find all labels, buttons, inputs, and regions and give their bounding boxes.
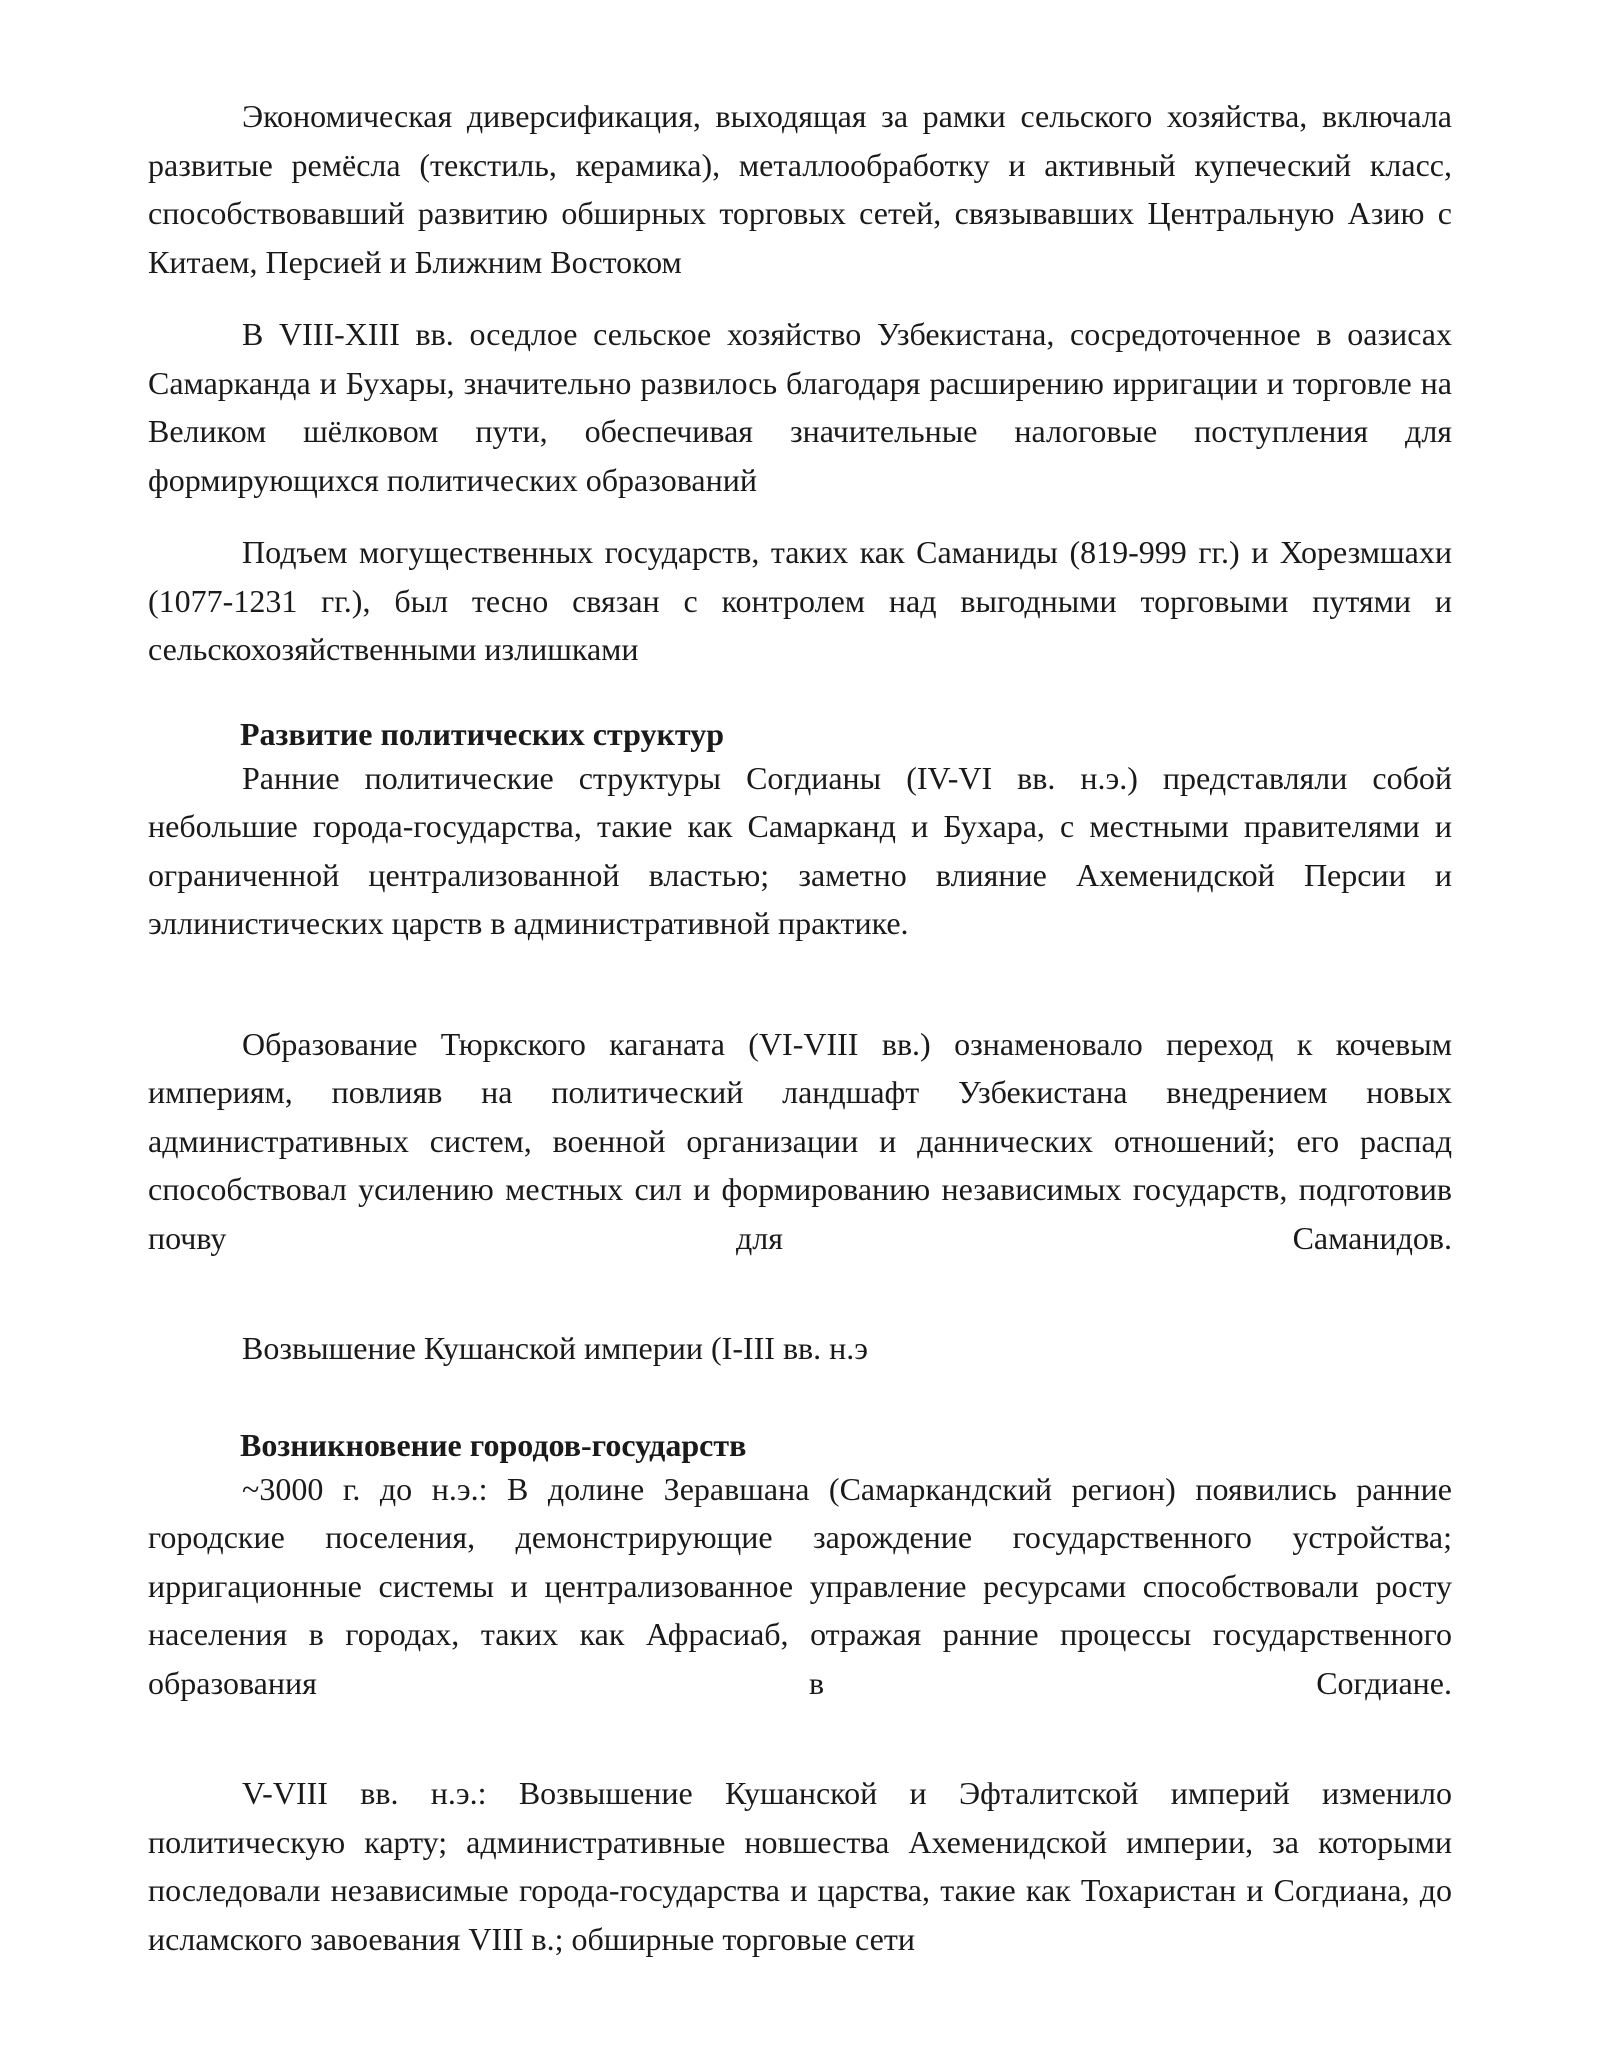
section-heading-political-structures: Развитие политических структур bbox=[240, 715, 724, 752]
paragraph-sogdiana-structures: Ранние политические структуры Согдианы (IV-VI вв. н.э.) представляли собой небольшие города-государства, такие как Самарканд и Бухара, с местными правителями и ограниченной централизованной властью; заметно влияние Ахеменидской Персии и эллинистических царств в административной практике. bbox=[148, 759, 1452, 941]
paragraph-kushan-empire: Возвышение Кушанской империи (I-III вв. н.э bbox=[242, 1330, 869, 1366]
section-heading-city-states: Возникновение городов-государств bbox=[240, 1426, 747, 1463]
paragraph-agriculture-8-13-centuries: В VIII-XIII вв. оседлое сельское хозяйство Узбекистана, сосредоточенное в оазисах Самарканда и Бухары, значительно развилось благодаря расширению ирригации и торговле на Великом шёлковом пути, обеспечивая значительные налоговые поступления для формирующихся политических образований bbox=[148, 316, 1452, 498]
paragraph-zeravshan-valley: ~3000 г. до н.э.: В долине Зеравшана (Самаркандский регион) появились ранние городские поселения, демонстрирующие зарождение государственного устройства; ирригационные системы и централизованное управление ресурсами способствовали росту населения в городах, таких как Афрасиаб, отражая ранние процессы государственного образования в Согдиане. bbox=[148, 1470, 1452, 1701]
paragraph-rise-of-states: Подъем могущественных государств, таких как Саманиды (819-999 гг.) и Хорезмшахи (1077-1231 гг.), был тесно связан с контролем над выгодными торговыми путями и сельскохозяйственными излишками bbox=[148, 534, 1452, 667]
paragraph-kushan-hephthalite: V-VIII вв. н.э.: Возвышение Кушанской и Эфталитской империй изменило политическую карту; административные новшества Ахеменидской империи, за которыми последовали независимые города-государства и царства, такие как Тохаристан и Согдиана, до исламского завоевания VIII в.; обширные торговые сети bbox=[148, 1775, 1452, 1957]
paragraph-turkic-khaganate: Образование Тюркского каганата (VI-VIII вв.) ознаменовало переход к кочевым империям, повлияв на политический ландшафт Узбекистана внедрением новых административных систем, военной организации и даннических отношений; его распад способствовал усилению местных сил и формированию независимых государств, подготовив почву для Саманидов. bbox=[148, 1025, 1452, 1256]
document-page bbox=[148, 92, 1452, 1963]
paragraph-economic-diversification: Экономическая диверсификация, выходящая за рамки сельского хозяйства, включала развитые ремёсла (текстиль, керамика), металлообработку и активный купеческий класс, способствовавший развитию обширных торговых сетей, связывавших Центральную Азию с Китаем, Персией и Ближним Востоком bbox=[148, 98, 1452, 280]
